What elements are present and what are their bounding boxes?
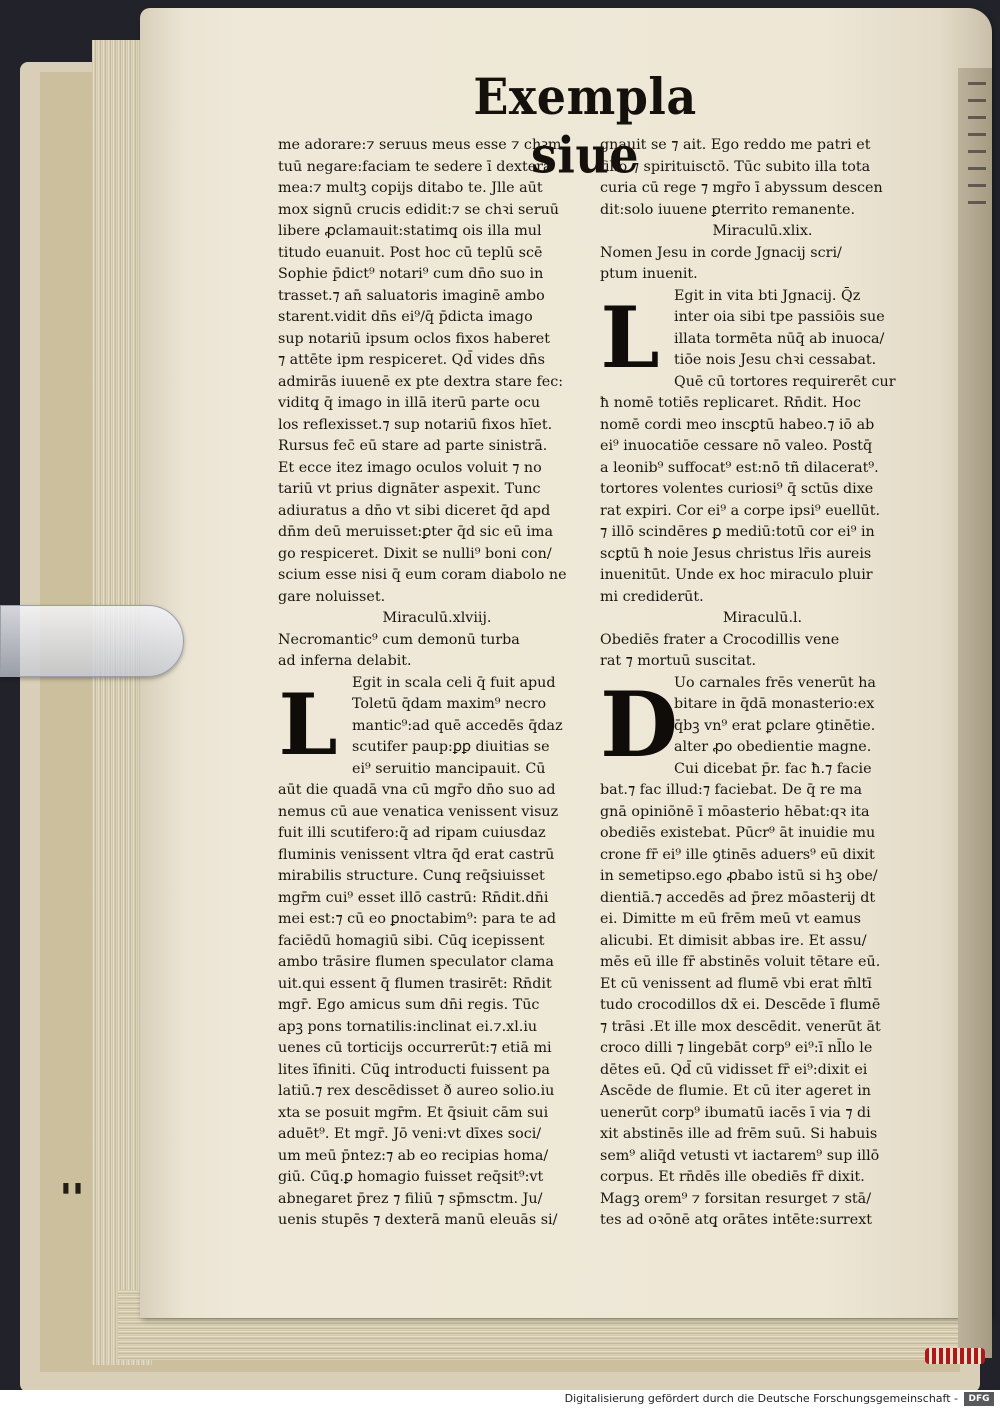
miracle-number: Miraculū.xlix. bbox=[712, 223, 813, 239]
text-line: ⁊ illō scindēres ꝑ mediū:totū cor ei⁹ in bbox=[600, 524, 875, 540]
text-line: Sophie p̄dict⁹ notari⁹ cum dn̄o suo in bbox=[278, 266, 544, 282]
rubric-line: Obediēs frater a Crocodillis vene bbox=[600, 631, 840, 648]
funding-credit: Digitalisierung gefördert durch die Deutsche Forschungsgemeinschaft - bbox=[564, 1392, 958, 1405]
text-line: mei est:⁊ cū eo ꝑnoctabim⁹: para te ad bbox=[278, 911, 557, 927]
text-line: giū. Cūq̧.ꝑ homagio fuisset req̄sit⁹:vt bbox=[278, 1169, 544, 1185]
text-line: Toletū q̄dam maxim⁹ necro bbox=[352, 696, 547, 712]
page-heading: Exempla siue bbox=[473, 67, 697, 185]
text-line: mgr̄. Ego amicus sum dn̄i regis. Tūc bbox=[278, 997, 540, 1013]
drop-cap-initial: L bbox=[278, 674, 338, 774]
text-line: fluminis venissent vltra q̄d erat castrū bbox=[278, 846, 555, 863]
text-line: Et ecce itez imago oculos voluit ⁊ no bbox=[278, 459, 542, 476]
text-line: Rursus fec̄ eū stare ad parte sinistrā. bbox=[278, 438, 548, 454]
text-line: faciēdū homagiū sibi. Cūq̧ icepissent bbox=[278, 932, 545, 949]
text-line: ambo trāsire flumen speculator clama bbox=[278, 954, 554, 970]
text-line: sem⁹ aliq̄d vetusti vt iactarem⁹ sup illō bbox=[600, 1147, 880, 1164]
text-line: libere ꝓclamauit:statimq̧ ois illa mul bbox=[278, 223, 542, 239]
bookmark-ribbon bbox=[925, 1348, 985, 1364]
text-line: nemus cū aue venatica venissent visuz bbox=[278, 803, 559, 820]
text-line: tiōe nois Jesu chꝛi cessabat. bbox=[674, 352, 877, 368]
text-line: Uo carnales frēs venerūt ha bbox=[674, 674, 876, 691]
text-line: fuit illi scutifero:q̄ ad ripam cuiusdaz bbox=[278, 825, 546, 841]
text-line: dētes eū. Qd̄ cū vidisset fr̄ ei⁹:dixit ei bbox=[600, 1061, 868, 1078]
text-line: filio ⁊ spirituisctō. Tūc subito illa tota bbox=[600, 158, 871, 175]
text-line: Ascēde de flumie. Et cū iter ageret in bbox=[600, 1083, 872, 1099]
text-line: ei. Dimitte m eū frēm meū vt eamus bbox=[600, 911, 862, 927]
text-line: inter oia sibi tpe passiōis sue bbox=[674, 309, 885, 325]
text-line: xta se posuit mgr̄m. Et q̄siuit cām sui bbox=[278, 1104, 549, 1121]
text-line: uit.qui essent q̄ flumen trasirēt: Rn̄dit bbox=[278, 975, 552, 992]
margin-marks: ▮ ▮ bbox=[62, 1180, 82, 1196]
text-line: mox signū crucis edidit:⁊ se chꝛi seruū bbox=[278, 201, 559, 218]
text-line: adiuratus a dn̄o vt sibi diceret q̄d apd bbox=[278, 502, 551, 519]
text-line: aūt die quadā vna cū mgr̄o dn̄o suo ad bbox=[278, 782, 556, 798]
miracle-number: Miraculū.l. bbox=[722, 610, 803, 626]
text-line: bat.⁊ fac illud:⁊ faciebat. De q̄ re ma bbox=[600, 782, 862, 798]
text-line: bitare in q̄dā monasterio:ex bbox=[674, 696, 875, 712]
text-line: Egit in vita bti Jgnacij. Q̄z bbox=[674, 287, 861, 304]
text-line: illata tormēta nūq̄ ab inuoca/ bbox=[674, 330, 885, 347]
right-column bbox=[600, 135, 925, 1232]
text-line: curia cū rege ⁊ mgr̄o ī abyssum descen bbox=[600, 180, 883, 196]
text-line: Et cū venissent ad flumē vbi erat m̄ltī bbox=[600, 975, 872, 992]
drop-cap-block bbox=[600, 286, 925, 394]
text-line: ⁊ trāsi .Et ille mox descēdit. venerūt āt bbox=[600, 1018, 881, 1035]
text-line: aduēt⁹. Et mgr̄. Jō veni:vt dīxes soci/ bbox=[278, 1126, 542, 1142]
miracle-number: Miraculū.xlviij. bbox=[382, 610, 492, 626]
text-line: in semetipso.ego ꝓbabo istū si hꝫ obe/ bbox=[600, 868, 878, 884]
dfg-logo: DFG bbox=[964, 1392, 994, 1406]
text-line: go respiceret. Dixit se nulli⁹ boni con/ bbox=[278, 545, 552, 562]
text-line: ħ nomē totiēs replicaret. Rn̄dit. Hoc bbox=[600, 395, 862, 411]
text-line: los reflexisset.⁊ sup notariū fixos hīet. bbox=[278, 416, 553, 433]
text-line: apꝫ pons tornatilis:inclinat ei.⁊.xl.iu bbox=[278, 1018, 538, 1035]
drop-cap-block bbox=[278, 673, 596, 781]
text-line: ⁊ attēte ipm respiceret. Qd̄ vides dn̄s bbox=[278, 352, 545, 368]
text-line: nomē cordi meo inscꝑtū habeo.⁊ iō ab bbox=[600, 416, 875, 433]
text-line: mgr̄m cui⁹ esset illō castrū: Rn̄dit.dn̄i bbox=[278, 889, 549, 906]
text-line: viditq̧ q̄ imago in illā iterū parte ocu bbox=[278, 395, 541, 411]
text-line: a leonib⁹ suffocat⁹ est:nō tñ dilacerat⁹. bbox=[600, 459, 879, 476]
drop-cap-block bbox=[600, 673, 925, 781]
text-line: ei⁹ seruitio mancipauit. Cū bbox=[352, 760, 546, 777]
text-line: scium esse nisi q̄ eum coram diabolo ne bbox=[278, 567, 567, 583]
text-line: obediēs existebat. Pūcr⁹ āt inuidie mu bbox=[600, 825, 876, 841]
text-line: abnegaret p̄rez ⁊ filiū ⁊ sp̄msctm. Ju/ bbox=[278, 1190, 543, 1207]
left-text-top bbox=[278, 135, 596, 608]
rubric-line: Nomen Jesu in corde Jgnacij scri/ bbox=[600, 244, 842, 261]
text-line: scꝑtū ħ noie Jesus christus lr̄is aureis bbox=[600, 545, 872, 562]
text-line: tes ad oꝛōnē atq̧ orātes intēte:surrext bbox=[600, 1212, 873, 1228]
text-line: scutifer paup:ꝑꝑ diuitias se bbox=[352, 739, 550, 755]
text-line: Magꝫ orem⁹ ⁊ forsitan resurget ⁊ stā/ bbox=[600, 1190, 872, 1207]
text-line: rat expiri. Cor ei⁹ a corpe ipsi⁹ euellūt. bbox=[600, 502, 880, 519]
text-line: um meū p̄ntez:⁊ ab eo recipias homa/ bbox=[278, 1147, 549, 1164]
text-line: q̄bꝫ vn⁹ erat ꝑclare ꝯtinētie. bbox=[674, 717, 876, 734]
text-line: ei⁹ inuocatiōe cessare nō valeo. Postq̄ bbox=[600, 438, 873, 454]
text-line: gnā opiniōnē ī mōasterio hēbat:qꝛ ita bbox=[600, 803, 870, 820]
text-line: admirās iuuenē ex pte dextra stare fec: bbox=[278, 373, 564, 390]
text-line: mi crediderūt. bbox=[600, 588, 704, 605]
left-column bbox=[278, 135, 596, 1232]
text-line: inuenitūt. Unde ex hoc miraculo pluir bbox=[600, 567, 873, 583]
drop-cap-initial: L bbox=[600, 287, 660, 387]
text-line: tuū negare:faciam te sedere ī dextera bbox=[278, 158, 552, 175]
text-line: titudo euanuit. Post hoc cū teplū scē bbox=[278, 244, 543, 261]
text-line: corpus. Et rn̄dēs ille obediēs fr̄ dixit. bbox=[600, 1169, 865, 1185]
text-line: dn̄m deū meruisset:ꝑter q̄d sic eū ima bbox=[278, 524, 553, 540]
drop-cap-initial: D bbox=[600, 671, 679, 778]
text-line: gnauit se ⁊ ait. Ego reddo me patri et bbox=[600, 137, 871, 153]
text-line: starent.vidit dn̄s ei⁹/q̄ p̄dicta imago bbox=[278, 309, 533, 325]
text-line: mea:⁊ multꝫ copijs ditabo te. Jlle aūt bbox=[278, 180, 543, 196]
text-line: trasset.⁊ an̄ saluatoris imaginē ambo bbox=[278, 287, 545, 304]
text-line: mēs eū ille fr̄ abstinēs voluit tētare eū. bbox=[600, 954, 881, 970]
text-line: uenerūt corp⁹ ibumatū iacēs ī via ⁊ di bbox=[600, 1104, 871, 1121]
text-line: me adorare:⁊ seruus meus esse ⁊ chꝛm bbox=[278, 137, 562, 153]
text-line: dit:solo iuuene ꝑterrito remanente. bbox=[600, 201, 856, 218]
text-line: mantic⁹:ad quē accedēs q̄daz bbox=[352, 717, 563, 734]
text-line: uenes cū torticijs occurrerūt:⁊ etiā mi bbox=[278, 1040, 552, 1056]
text-line: alter ꝓo obedientie magne. bbox=[674, 739, 872, 755]
text-line: uenis stupēs ⁊ dexterā manū eleuās si/ bbox=[278, 1212, 558, 1228]
rubric-line: ptum inuenit. bbox=[600, 266, 698, 282]
footer-bar bbox=[0, 1390, 1000, 1409]
rubric-line: ad inferna delabit. bbox=[278, 653, 412, 669]
text-line: xit abstinēs ille ad frēm suū. Si habuis bbox=[600, 1126, 878, 1142]
text-line: Egit in scala celi q̄ fuit apud bbox=[352, 674, 556, 691]
text-line: crone fr̄ ei⁹ ille ꝯtinēs aduers⁹ eū dixit bbox=[600, 846, 875, 863]
text-line: dientiā.⁊ accedēs ad p̄rez mōasterij dt bbox=[600, 889, 876, 906]
text-line: Quē cū tortores requirerēt cur bbox=[674, 373, 896, 390]
text-line: alicubi. Et dimisit abbas ire. Et assu/ bbox=[600, 932, 867, 949]
left-text-bottom bbox=[278, 780, 596, 1232]
text-line: lites īfiniti. Cūq̧ introducti fuissent pa bbox=[278, 1061, 550, 1078]
text-line: gare noluisset. bbox=[278, 588, 386, 605]
text-line: croco dilli ⁊ lingebāt corp⁹ ei⁹:ī nl̄lo le bbox=[600, 1040, 873, 1056]
text-line: latiū.⁊ rex descēdisset ð aureo solio.iu bbox=[278, 1083, 555, 1099]
rubric-line: Necromantic⁹ cum demonū turba bbox=[278, 631, 520, 648]
rubric-line: rat ⁊ mortuū suscitat. bbox=[600, 653, 757, 669]
text-line: Cui dicebat p̄r. fac ħ.⁊ facie bbox=[674, 760, 872, 777]
text-line: tudo crocodillos dx̄ ei. Descēde ī flumē bbox=[600, 997, 881, 1013]
next-page-edge bbox=[958, 68, 992, 1358]
page-clip bbox=[0, 605, 184, 677]
text-line: mirabilis structure. Cunq̧ req̄siuisset bbox=[278, 868, 545, 884]
text-line: tariū vt prius dignāter aspexit. Tunc bbox=[278, 481, 541, 497]
text-line: sup notariū ipsum oclos fixos haberet bbox=[278, 330, 551, 347]
text-line: tortores volentes curiosi⁹ q̄ sctūs dixe bbox=[600, 481, 874, 497]
